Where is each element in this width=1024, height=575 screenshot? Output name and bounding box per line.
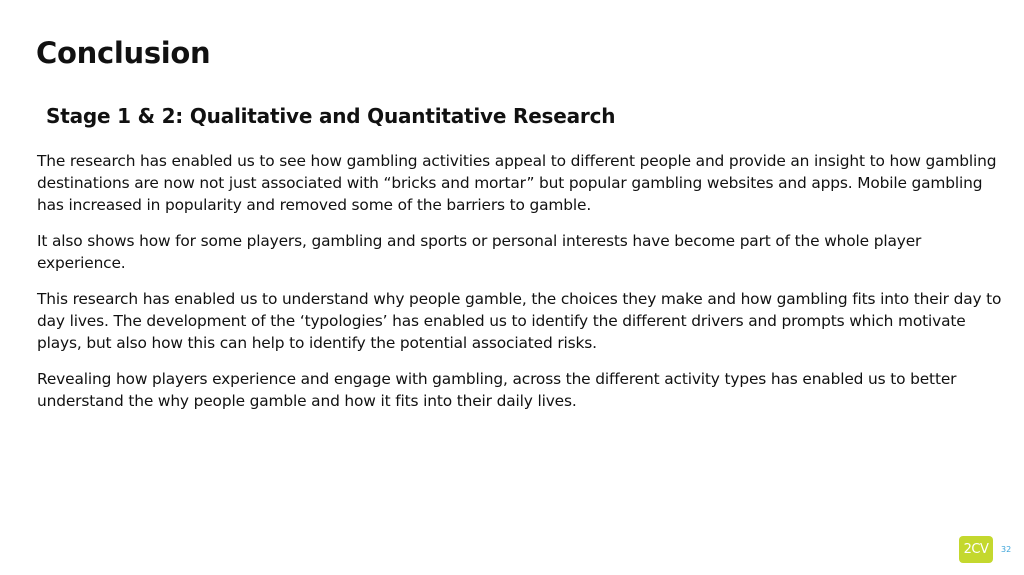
slide-body [37,150,1012,426]
paragraph-1: The research has enabled us to see how gambling activities appeal to different people and provide an insight to how gambling destinations are now not just associated with “bricks and mortar” but popular gambling websites and apps. Mobile gambling has increased in popularity and removed some of the barriers to gamble. [37,152,997,214]
paragraph-4: Revealing how players experience and engage with gambling, across the different activity types has enabled us to better understand the why people gamble and how it fits into their daily lives. [37,370,957,410]
slide-title: Conclusion [36,36,211,70]
company-logo [959,536,993,563]
page-number: 32 [1001,545,1012,554]
paragraph-3: This research has enabled us to understand why people gamble, the choices they make and how gambling fits into their day to day lives. The development of the ‘typologies’ has enabled us to identify the different drivers and prompts which motivate plays, but also how this can help to identify the potential associated risks. [37,290,1002,352]
paragraph-2: It also shows how for some players, gambling and sports or personal interests have become part of the whole player experience. [37,232,922,272]
slide-subtitle: Stage 1 & 2: Qualitative and Quantitative Research [46,104,616,128]
logo-text: 2CV [963,542,989,557]
